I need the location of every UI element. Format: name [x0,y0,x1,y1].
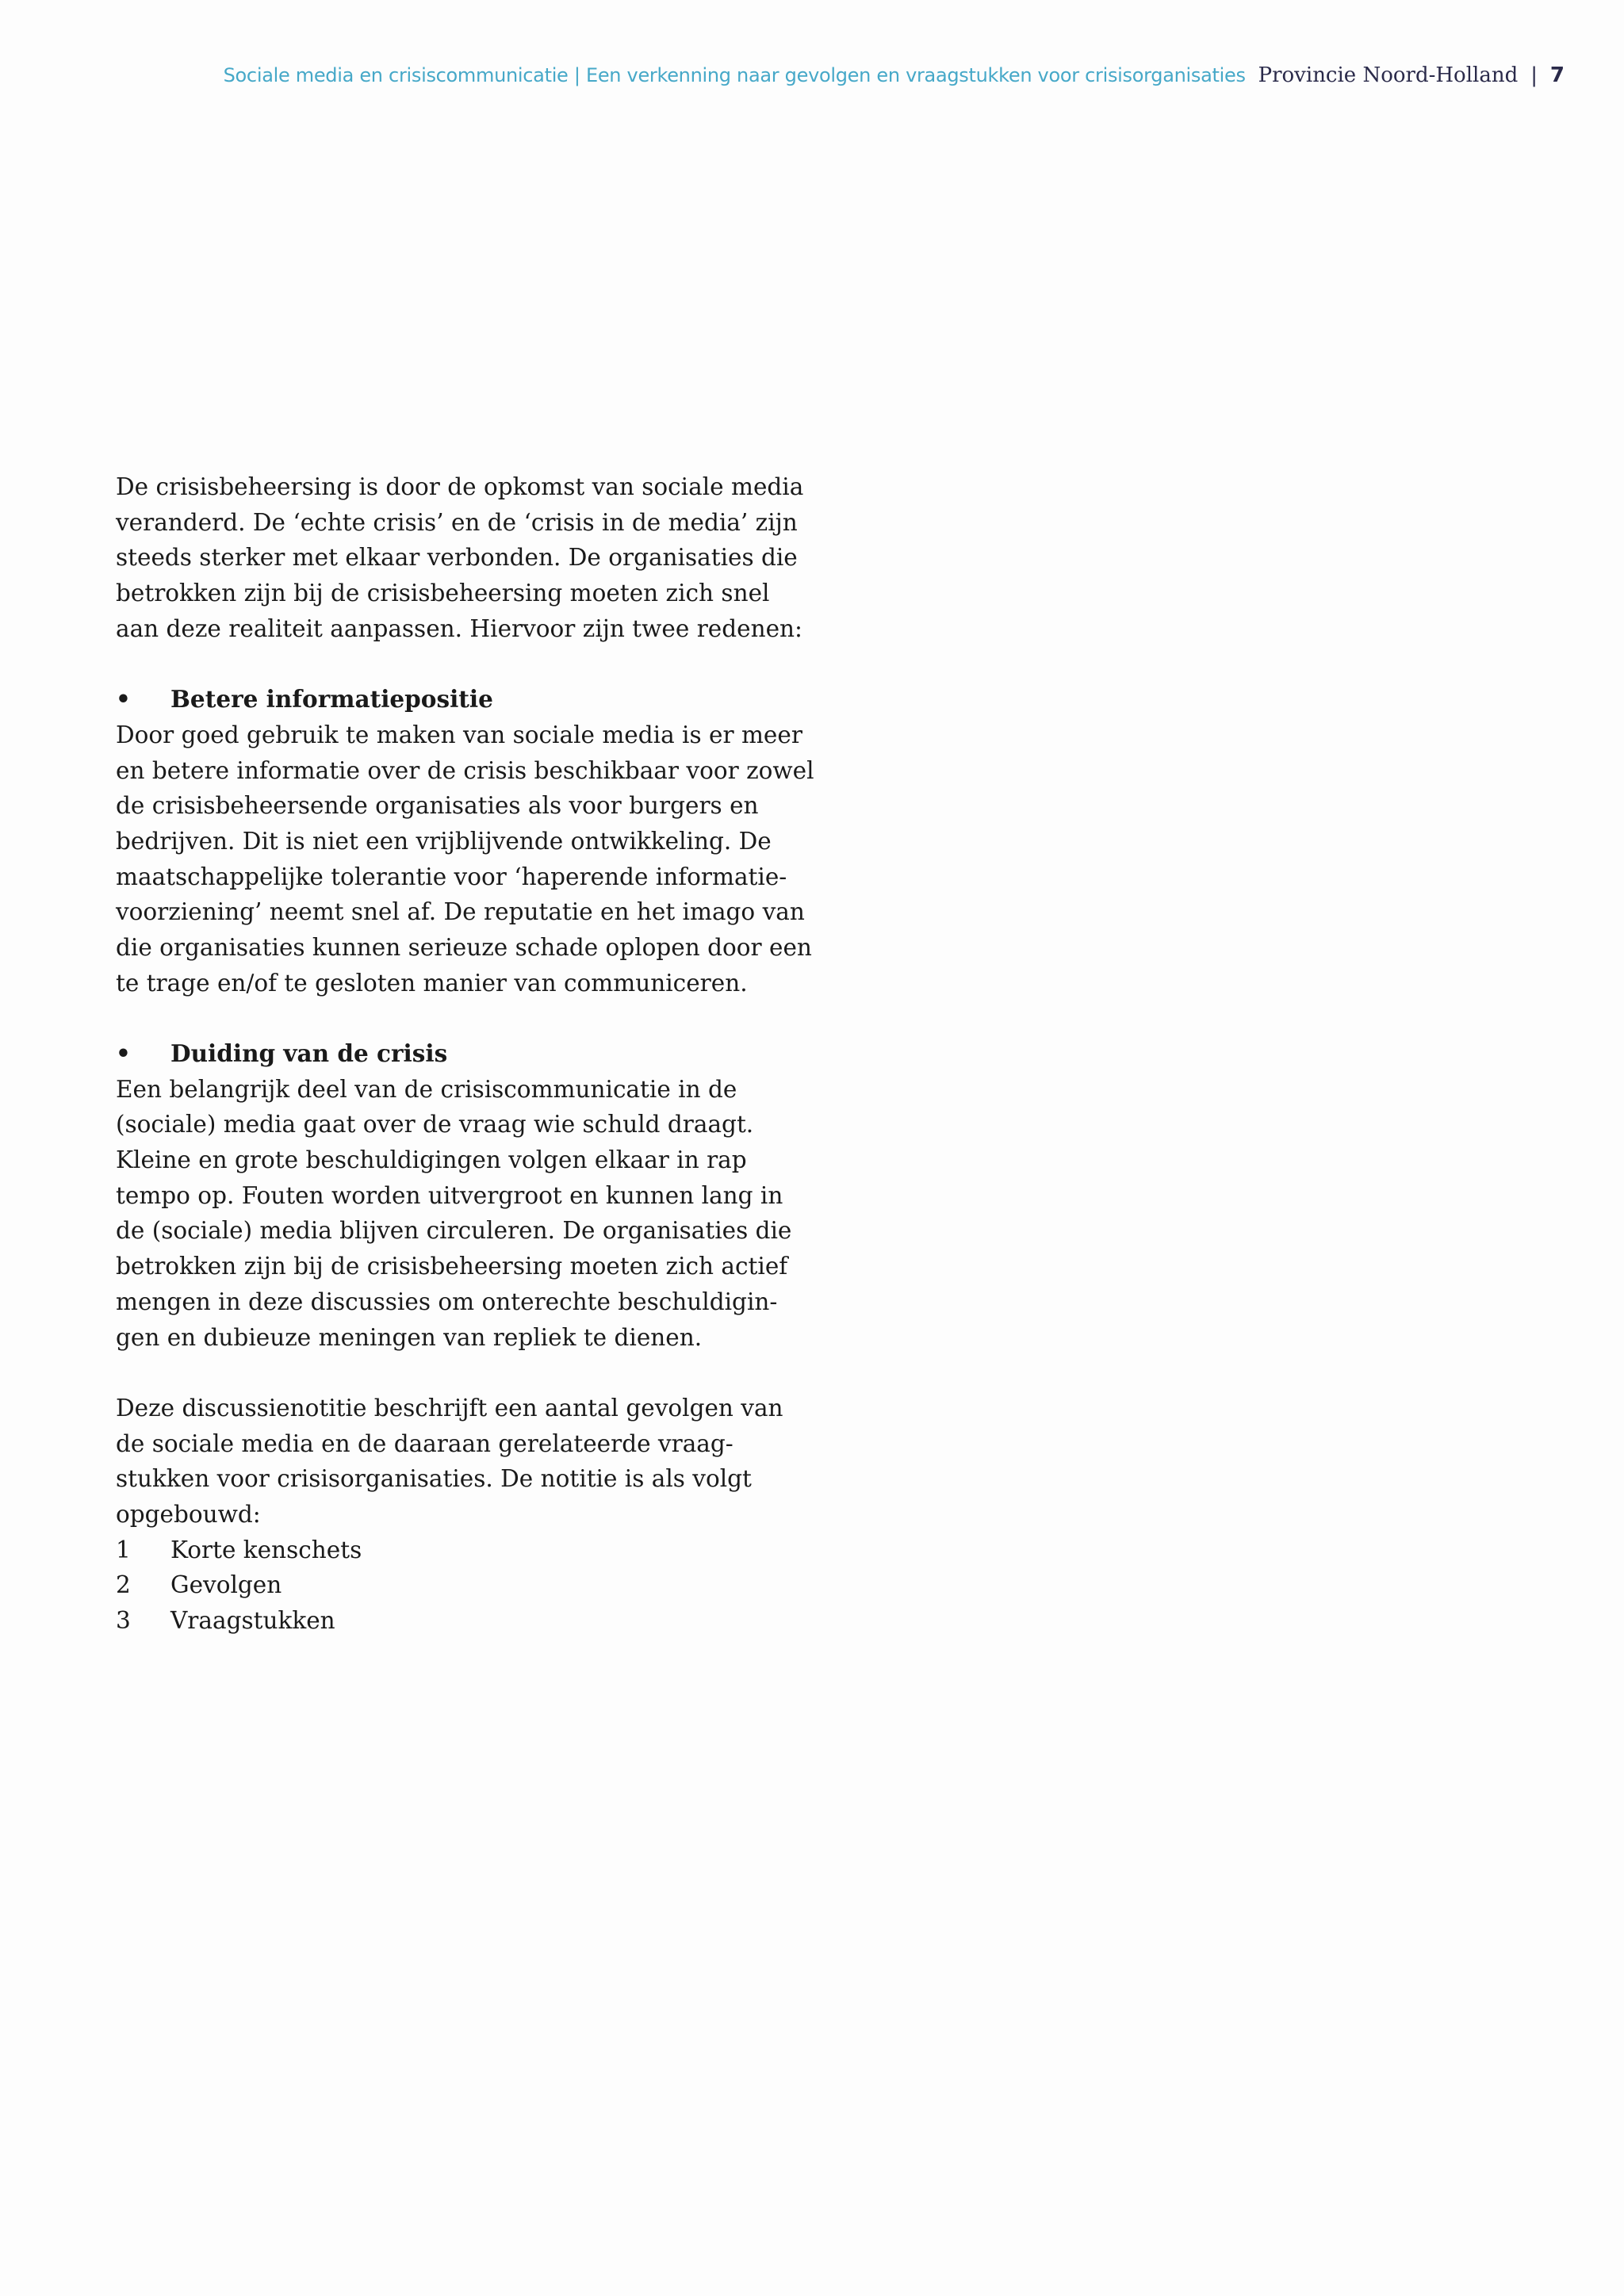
spacer [116,1001,774,1036]
text-line: mengen in deze discussies om onterechte beschuldigin- [116,1288,778,1315]
text-line: steeds sterker met elkaar verbonden. De organisaties die [116,544,798,572]
text-line: (sociale) media gaat over de vraag wie schuld draagt. [116,1111,754,1138]
text-line: gen en dubieuze meningen van repliek te dienen. [116,1323,703,1351]
text-line: veranderd. De ‘echte crisis’ en de ‘crisis in de media’ zijn [116,508,798,536]
text-line: de (sociale) media blijven circuleren. De organisaties die [116,1217,792,1245]
text-line: tempo op. Fouten worden uitvergroot en kunnen lang in [116,1181,783,1209]
organization-name: Provincie Noord-Holland [1258,63,1519,87]
text-line: de sociale media en de daaraan gerelateerde vraag- [116,1429,733,1457]
text-line: stukken voor crisisorganisaties. De notitie is als volgt [116,1465,752,1493]
spacer [116,646,774,682]
text-line: opgebouwd: [116,1500,261,1528]
bullet-icon: • [116,1039,131,1067]
list-item-label: Gevolgen [170,1571,282,1599]
section-heading [116,682,774,718]
section-betere-informatiepositie [116,682,814,1001]
text-line: Door goed gebruik te maken van sociale media is er meer [116,721,802,748]
text-line: voorziening’ neemt snel af. De reputatie en het imago van [116,898,805,926]
text-line: die organisaties kunnen serieuze schade oplopen door een [116,933,812,961]
text-line: betrokken zijn bij de crisisbeheersing moeten zich actief [116,1253,788,1280]
bullet-icon: • [116,685,131,714]
document-title: Sociale media en crisiscommunicatie | Een verkenning naar gevolgen en vraagstukken voor crisisorganisaties [223,64,1246,86]
text-line: de crisisbeheersende organisaties als voor burgers en [116,792,759,820]
body-text [116,469,814,1639]
spacer [116,1355,774,1391]
outro-paragraph [116,1391,783,1533]
list-item [116,1603,774,1639]
section-duiding-van-de-crisis [116,1036,792,1355]
section-heading-text: Betere informatiepositie [170,685,493,714]
section-heading-text: Duiding van de crisis [170,1039,448,1067]
list-number: 1 [116,1536,131,1563]
page-number: 7 [1549,63,1565,87]
list-item-label: Korte kenschets [170,1536,362,1563]
text-line: De crisisbeheersing is door de opkomst van sociale media [116,473,804,500]
numbered-list [116,1533,774,1639]
list-item [116,1567,774,1603]
list-number: 3 [116,1607,131,1634]
text-line: betrokken zijn bij de crisisbeheersing moeten zich snel [116,580,770,607]
text-line: Een belangrijk deel van de crisiscommunicatie in de [116,1075,737,1103]
text-line: Kleine en grote beschuldigingen volgen elkaar in rap [116,1146,747,1174]
text-line: en betere informatie over de crisis beschikbaar voor zowel [116,756,814,784]
text-line: maatschappelijke tolerantie voor ‘haperende informatie- [116,863,787,890]
text-line: bedrijven. Dit is niet een vrijblijvende ontwikkeling. De [116,827,772,855]
header-separator: | [1530,63,1538,87]
list-item-label: Vraagstukken [170,1607,335,1634]
text-line: te trage en/of te gesloten manier van communiceren. [116,969,748,997]
intro-paragraph [116,469,804,646]
section-heading [116,1036,774,1072]
text-line: Deze discussienotitie beschrijft een aantal gevolgen van [116,1394,783,1422]
list-number: 2 [116,1571,131,1599]
running-header [224,62,1565,89]
list-item [116,1533,774,1568]
text-line: aan deze realiteit aanpassen. Hiervoor zijn twee redenen: [116,614,802,642]
